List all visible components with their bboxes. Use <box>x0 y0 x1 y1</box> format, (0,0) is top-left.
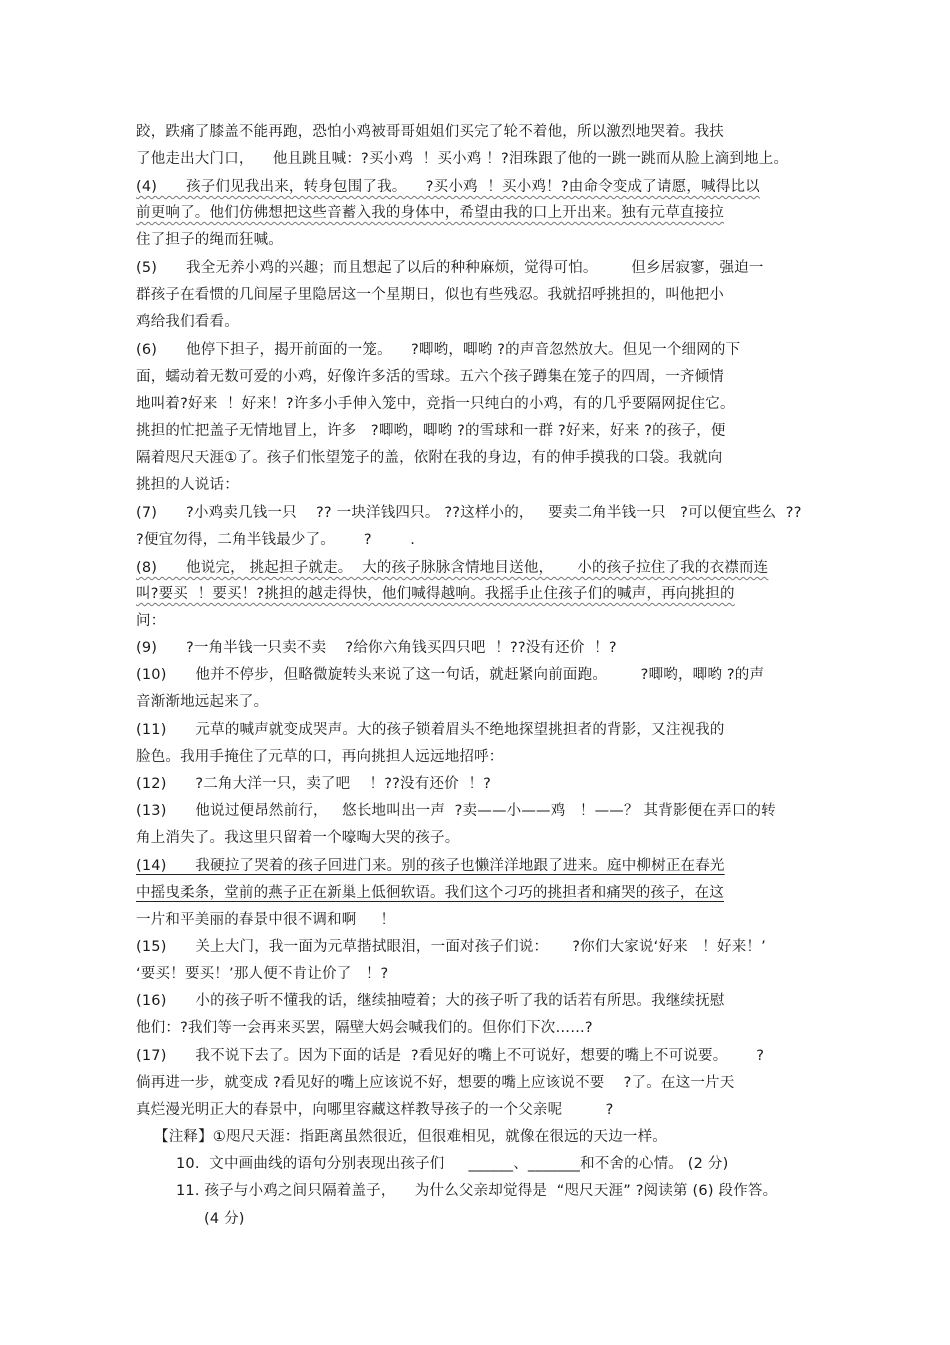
question-11: 11. 孩子与小鸡之间只隔着盖子， 为什么父亲却觉得是 “咫尺天涯” ?阅读第 (6) 段作答。 <box>176 1183 778 1199</box>
text-line: (16) 小的孩子听不懂我的话，继续抽噎着；大的孩子听了我的话若有所思。我继续抚慰 <box>136 993 725 1009</box>
text-line: 他们：?我们等一会再来买罢，隔壁大妈会喊我们的。但你们下次……? <box>136 1020 593 1036</box>
text-line: (11) 元草的喊声就变成哭声。大的孩子锁着眉头不绝地探望挑担者的背影，又注视我的 <box>136 722 725 738</box>
text-line: 跤，跌痛了膝盖不能再跑，恐怕小鸡被哥哥姐姐们买完了轮不着他，所以激烈地哭着。我扶 <box>136 124 724 140</box>
text-line: 地叫着?好来 ！好来！?许多小手伸入笼中，竞指一只纯白的小鸡，有的几乎要隔网捉住它。 <box>136 396 735 412</box>
text-line: 音渐渐地远起来了。 <box>136 694 269 710</box>
text-line: (13) 他说过便昂然前行， 悠长地叫出一声 ?卖——小——鸡 ！——？ 其背影便在弄口的转 <box>136 803 776 819</box>
text-line: (15) 关上大门，我一面为元草揩拭眼泪，一面对孩子们说： ?你们大家说‘好来 ！好来！’ <box>136 939 766 955</box>
text-line: 群孩子在看惯的几间屋子里隐居这一个星期日，似也有些残忍。我就招呼挑担的，叫他把小 <box>136 287 724 303</box>
text-line: 鸡给我们看看。 <box>136 314 239 330</box>
text-line: 倘再进一步，就变成 ?看见好的嘴上应该说不好，想要的嘴上应该说不要 ?了。在这一片天 <box>136 1075 735 1091</box>
text-line: (7) ?小鸡卖几钱一只 ?? 一块洋钱四只。 ??这样小的， 要卖二角半钱一只 ?可以便宜些么 ?? <box>136 505 802 521</box>
text-line: 真烂漫光明正大的春景中，向哪里容藏这样教导孩子的一个父亲呢 ? <box>136 1102 614 1118</box>
text-line: (6) 他停下担子，揭开前面的一笼。 ?唧哟，唧哟 ?的声音忽然放大。但见一个细网的下 <box>136 342 741 358</box>
text-line: (14) 我硬拉了哭着的孩子回进门来。别的孩子也懒洋洋地跟了进来。庭中柳树正在春光 <box>136 858 725 874</box>
text-line: 面，蠕动着无数可爱的小鸡，好像许多活的雪球。五六个孩子蹲集在笼子的四周，一齐倾情 <box>136 369 724 385</box>
footnote: 【注释】①咫尺天涯：指距离虽然很近，但很难相见，就像在很远的天边一样。 <box>154 1129 667 1145</box>
text-line: 隔着咫尺天涯①了。孩子们怅望笼子的盖，依附在我的身边，有的伸手摸我的口袋。我就向 <box>136 450 723 466</box>
text-line: ?便宜勿得，二角半钱最少了。 ? . <box>136 532 416 548</box>
text-line: (9) ?一角半钱一只卖不卖 ?给你六角钱买四只吧 ！??没有还价 ！? <box>136 640 617 656</box>
text-line: 一片和平美丽的春景中很不调和啊 ！ <box>136 912 396 928</box>
text-line: ‘要买！要买！’那人便不肯让价了 ！? <box>136 966 389 982</box>
text-line: 挑担的人说话： <box>136 477 239 493</box>
question-11-score: (4 分) <box>204 1211 245 1227</box>
text-line: 前更响了。他们仿佛想把这些音蓄入我的身体中，希望由我的口上开出来。独有元草直接拉 <box>136 205 724 221</box>
question-10: 10. 文中画曲线的语句分别表现出孩子们 ______、_______和不舍的心情。 (2 分) <box>176 1156 729 1172</box>
text-line: 问： <box>136 613 166 629</box>
text-line: 脸色。我用手掩住了元草的口，再向挑担人远远地招呼： <box>136 749 504 765</box>
text-line: 挑担的忙把盖子无情地冒上，许多 ?唧哟，唧哟 ?的雪球和一群 ?好来，好来 ?的孩子，便 <box>136 423 726 439</box>
text-line: 中摇曳柔条，堂前的燕子正在新巢上低徊软语。我们这个刁巧的挑担者和痛哭的孩子，在这 <box>136 885 724 901</box>
text-line: 角上消失了。我这里只留着一个嚎啕大哭的孩子。 <box>136 830 460 846</box>
text-line: 叫?要买 ！要买！?挑担的越走得快，他们喊得越响。我摇手止住孩子们的喊声，再向挑担的 <box>136 586 735 602</box>
text-line: (12) ?二角大洋一只，卖了吧 ！??没有还价 ！? <box>136 776 492 792</box>
text-line: (17) 我不说下去了。因为下面的话是 ?看见好的嘴上不可说好，想要的嘴上不可说要。 ? <box>136 1048 765 1064</box>
text-line: (10) 他并不停步，但略微旋转头来说了这一句话，就赶紧向前面跑。 ?唧哟，唧哟 ?的声 <box>136 667 765 683</box>
text-line: (8) 他说完， 挑起担子就走。 大的孩子脉脉含情地目送他， 小的孩子拉住了我的衣襟而连 <box>136 560 769 576</box>
text-line: (5) 我全无养小鸡的兴趣；而且想起了以后的种种麻烦，觉得可怕。 但乡居寂寥，强迫一 <box>136 260 764 276</box>
text-line: (4) 孩子们见我出来，转身包围了我。 ?买小鸡 ！买小鸡！?由命令变成了请愿，喊得比以 <box>136 179 760 195</box>
text-line: 了他走出大门口， 他且跳且喊：?买小鸡 ！买小鸡 ！?泪珠跟了他的一跳一跳而从脸上滴到地上。 <box>136 151 789 167</box>
text-line: 住了担子的绳而狂喊。 <box>136 232 283 248</box>
